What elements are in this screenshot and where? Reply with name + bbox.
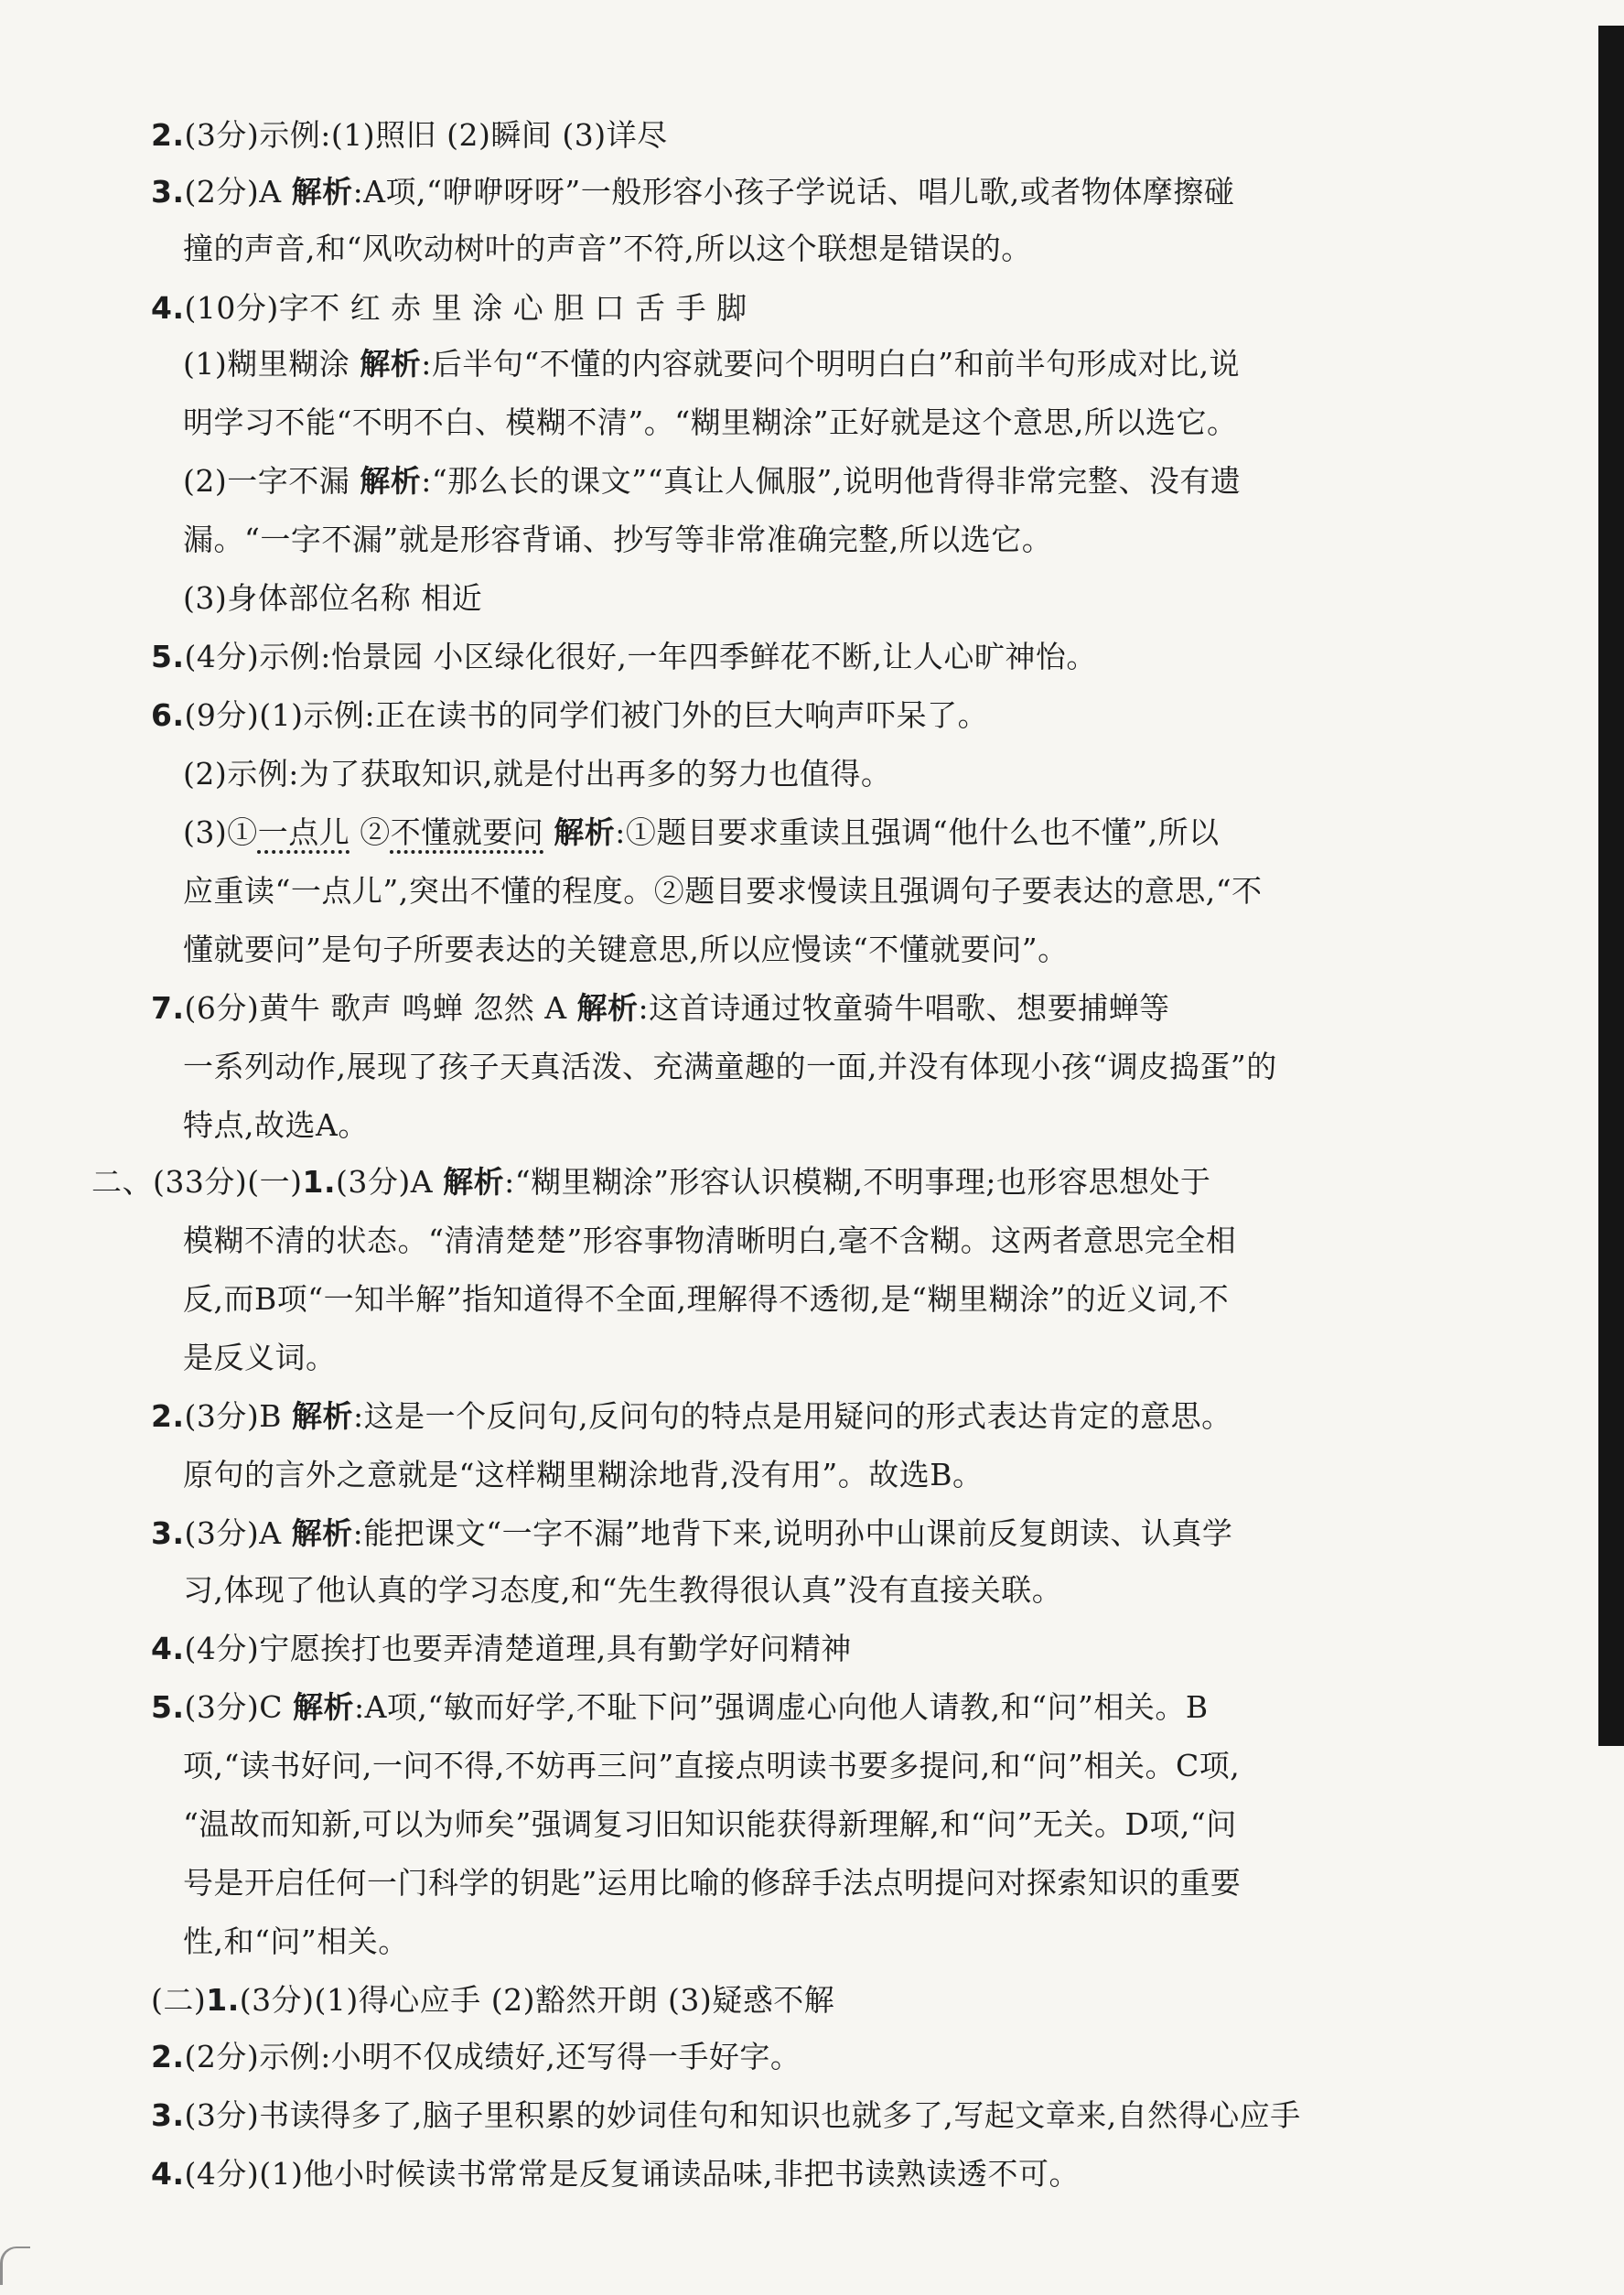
section-2-answer-5-line-2: 项,“读书好问,一问不得,不妨再三问”直接点明读书要多提问,和“问”相关。C项, [183, 1748, 1241, 1783]
answer-6-3-line-1: (3)①一点儿 ②不懂就要问 解析:①题目要求重读且强调“他什么也不懂”,所以 [183, 814, 1220, 850]
section-2-answer-5-line-4: 号是开启任何一门科学的钥匙”运用比喻的修辞手法点明提问对探索知识的重要 [183, 1865, 1242, 1901]
answer-3-line-2: 撞的声音,和“风吹动树叶的声音”不符,所以这个联想是错误的。 [183, 231, 1032, 266]
answer-4-2-line-1: (2)一字不漏 解析:“那么长的课文”“真让人佩服”,说明他背得非常完整、没有遗 [183, 463, 1242, 499]
emphasis-dots-1: 一点儿 [257, 814, 350, 850]
answer-6: 6.(9分)(1)示例:正在读书的同学们被门外的巨大响声吓呆了。 [151, 697, 989, 733]
answer-6-2: (2)示例:为了获取知识,就是付出再多的努力也值得。 [183, 756, 892, 792]
answer-2: 2.(3分)示例:(1)照旧 (2)瞬间 (3)详尽 [151, 117, 668, 153]
part-2-answer-2: 2.(2分)示例:小明不仅成绩好,还写得一手好字。 [151, 2039, 801, 2074]
section-2-answer-5-line-5: 性,和“问”相关。 [183, 1923, 409, 1959]
page-corner-ornament [0, 2247, 30, 2285]
part-2-answer-4: 4.(4分)(1)他小时候读书常常是反复诵读品味,非把书读熟读透不可。 [151, 2156, 1080, 2192]
answer-3-line-1: 3.(2分)A 解析:A项,“咿咿呀呀”一般形容小孩子学说话、唱儿歌,或者物体摩擦碰 [151, 174, 1235, 210]
section-2-answer-1-line-4: 是反义词。 [183, 1340, 337, 1375]
section-2-answer-3-line-2: 习,体现了他认真的学习态度,和“先生教得很认真”没有直接关联。 [183, 1572, 1063, 1608]
answer-7-line-2: 一系列动作,展现了孩子天真活泼、充满童趣的一面,并没有体现小孩“调皮捣蛋”的 [183, 1049, 1277, 1084]
section-2-answer-2-line-1: 2.(3分)B 解析:这是一个反问句,反问句的特点是用疑问的形式表达肯定的意思。 [151, 1398, 1232, 1434]
answer-5: 5.(4分)示例:怡景园 小区绿化很好,一年四季鲜花不断,让人心旷神怡。 [151, 639, 1097, 674]
section-2-answer-1-line-3: 反,而B项“一知半解”指知道得不全面,理解得不透彻,是“糊里糊涂”的近义词,不 [183, 1281, 1230, 1317]
emphasis-dots-2: 不懂就要问 [390, 814, 544, 850]
answer-4-3: (3)身体部位名称 相近 [183, 580, 483, 616]
section-2-answer-5-line-3: “温故而知新,可以为师矣”强调复习旧知识能获得新理解,和“问”无关。D项,“问 [183, 1806, 1237, 1842]
section-2-answer-3-line-1: 3.(3分)A 解析:能把课文“一字不漏”地背下来,说明孙中山课前反复朗读、认真学 [151, 1515, 1233, 1551]
section-2-answer-5-line-1: 5.(3分)C 解析:A项,“敏而好学,不耻下问”强调虚心向他人请教,和“问”相关。B [151, 1689, 1209, 1725]
answer-6-3-line-2: 应重读“一点儿”,突出不懂的程度。②题目要求慢读且强调句子要表达的意思,“不 [183, 873, 1263, 909]
answer-7-line-1: 7.(6分)黄牛 歌声 鸣蝉 忽然 A 解析:这首诗通过牧童骑牛唱歌、想要捕蝉等 [151, 990, 1170, 1026]
section-2-answer-1-line-2: 模糊不清的状态。“清清楚楚”形容事物清晰明白,毫不含糊。这两者意思完全相 [183, 1223, 1237, 1258]
answer-4: 4.(10分)字不 红 赤 里 涂 心 胆 口 舌 手 脚 [151, 290, 747, 326]
part-2-answer-3: 3.(3分)书读得多了,脑子里积累的妙词佳句和知识也就多了,写起文章来,自然得心应手 [151, 2097, 1301, 2133]
answer-4-1-line-1: (1)糊里糊涂 解析:后半句“不懂的内容就要问个明明白白”和前半句形成对比,说 [183, 346, 1241, 382]
section-2-answer-1-line-1: 二、(33分)(一)1.(3分)A 解析:“糊里糊涂”形容认识模糊,不明事理;也形容思想处于 [91, 1164, 1211, 1200]
answer-4-1-line-2: 明学习不能“不明不白、模糊不清”。“糊里糊涂”正好就是这个意思,所以选它。 [183, 404, 1238, 440]
answer-7-line-3: 特点,故选A。 [183, 1107, 369, 1143]
answer-6-3-line-3: 懂就要问”是句子所要表达的关键意思,所以应慢读“不懂就要问”。 [183, 932, 1069, 967]
section-2-answer-2-line-2: 原句的言外之意就是“这样糊里糊涂地背,没有用”。故选B。 [183, 1457, 984, 1492]
section-2-answer-4: 4.(4分)宁愿挨打也要弄清楚道理,具有勤学好问精神 [151, 1631, 852, 1666]
answer-4-2-line-2: 漏。“一字不漏”就是形容背诵、抄写等非常准确完整,所以选它。 [183, 522, 1053, 557]
part-2-answer-1: (二)1.(3分)(1)得心应手 (2)豁然开朗 (3)疑惑不解 [151, 1982, 835, 2018]
